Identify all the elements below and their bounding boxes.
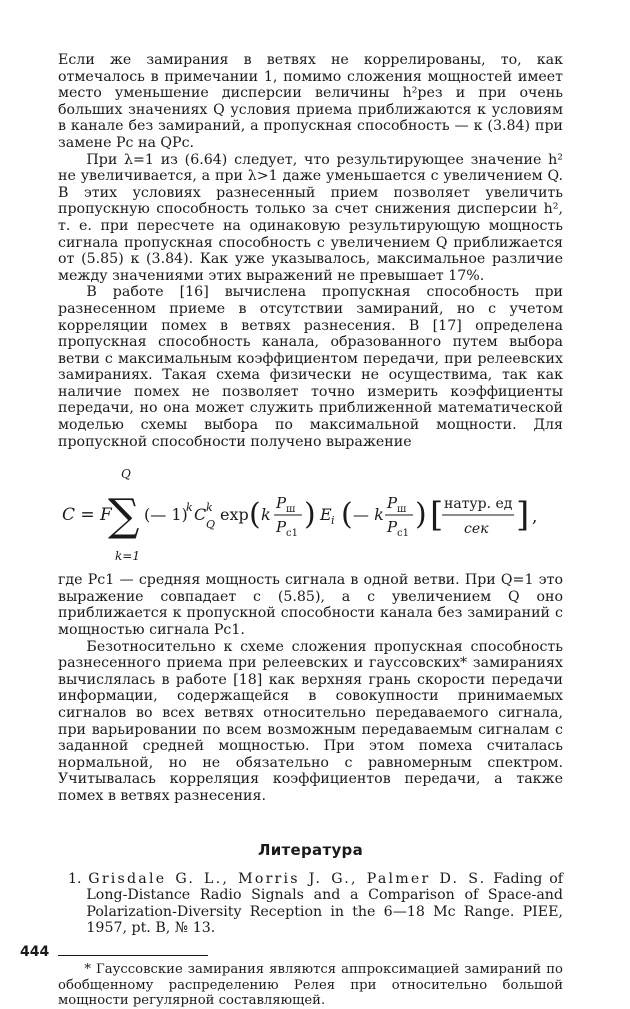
formula-neg-k: — k bbox=[353, 505, 384, 525]
formula-trailing-comma: , bbox=[532, 507, 538, 528]
formula-frac2-num-sub: ш bbox=[397, 504, 407, 516]
capacity-formula bbox=[58, 456, 563, 568]
formula-frac1-num: P bbox=[276, 494, 287, 513]
formula-frac2-den: P bbox=[387, 518, 398, 537]
formula-lhs: C = F bbox=[62, 505, 112, 526]
formula-frac1-den: P bbox=[276, 518, 287, 537]
formula-binom: C bbox=[194, 505, 207, 525]
formula-sign: (— 1) bbox=[144, 505, 188, 525]
formula-frac1-num-sub: ш bbox=[286, 504, 296, 516]
formula-frac2-num: P bbox=[387, 494, 398, 513]
paragraph-3: В работе [16] вычислена пропускная способность при разнесенном приеме в отсутствии замираний, но с учетом корреляции помех в ветвях разнесения. В [17] определена пропускная способность канала, образованного путем выбора ветви с максимальным коэффициентом передачи, при релеевских замираниях. Такая схема физически не осуществима, так как наличие помех не позволяет точно измерить коэффициенты передачи, но она может служить приближенной математической моделью схемы выбора по максимальной мощности. Для пропускной способности получено выражение bbox=[58, 284, 563, 450]
paragraph-5: Безотносительно к схеме сложения пропускная способность разнесенного приема при релеевских и гауссовских* замираниях вычислялась в работе [18] как верхняя грань скорости передачи информации, содержащейся в совокупности принимаемых сигналов во всех ветвях относительно передаваемого сигнала, при варьировании по всем возможным передаваемым сигналам с заданной средней мощностью. При этом помеха считалась нормальной, но не обязательно с равномерным спектром. Учитывалась корреляция коэффициентов передачи, а также помех в ветвях разнесения. bbox=[58, 638, 563, 804]
paragraph-4: где Pc1 — средняя мощность сигнала в одной ветви. При Q=1 это выражение совпадает с (5.85), а с увеличением Q оно приближается к пропускной способности канала без замираний с мощностью сигнала Pc1. bbox=[58, 572, 563, 639]
formula-sign-exp: k bbox=[186, 501, 193, 515]
formula-binom-sup: k bbox=[206, 501, 213, 515]
paragraph-1: Если же замирания в ветвях не коррелированы, то, как отмечалось в примечании 1, помимо сложения мощностей имеет место уменьшение дисперсии величины h²рез и при очень больших значениях Q условия приема приближаются к условиям в канале без замираний, а пропускная способность — к (3.84) при замене Pc на QPc. bbox=[58, 52, 563, 151]
formula-k: k bbox=[261, 505, 271, 525]
formula-ei-sub: i bbox=[331, 514, 335, 528]
page-content bbox=[58, 52, 563, 1009]
reference-number: 1. bbox=[67, 870, 82, 887]
formula-sum-symbol: ∑ bbox=[108, 490, 140, 542]
formula-sum-top: Q bbox=[121, 467, 131, 482]
formula-ei: E bbox=[320, 505, 332, 525]
formula-binom-sub: Q bbox=[206, 518, 216, 532]
formula-bracket-left: [ bbox=[430, 495, 444, 536]
formula-paren-right-2: ) bbox=[415, 497, 427, 533]
reference-text: Fading of Long-Distance Radio Signals and a Comparison of Space-and Polarization-Diversity Reception in the 6—18 Mc Range. PIEE, 1957, pt. B, № 13. bbox=[86, 870, 563, 937]
formula-paren-left-1: ( bbox=[249, 497, 261, 533]
references-heading: Литература bbox=[257, 840, 364, 859]
footnote-divider bbox=[58, 955, 208, 956]
formula-frac1-den-sub: c1 bbox=[286, 528, 298, 540]
reference-authors: Grisdale G. L., Morris J. G., Palmer D. S. bbox=[88, 870, 487, 887]
formula-units-den: сек bbox=[464, 521, 489, 538]
formula-frac2-den-sub: c1 bbox=[397, 528, 409, 540]
formula-sum-bottom: k=1 bbox=[115, 549, 140, 564]
reference-item bbox=[58, 871, 563, 937]
footnote: * Гауссовские замирания являются аппроксимацией замираний по обобщенному распределению Релея при относительно большой мощности регулярной составляющей. bbox=[58, 961, 563, 1009]
formula-paren-left-2: ( bbox=[341, 497, 353, 533]
formula-paren-right-1: ) bbox=[304, 497, 316, 533]
formula-exp: exp bbox=[220, 505, 249, 525]
page-number: 444 bbox=[20, 944, 50, 960]
paragraph-2: При λ=1 из (6.64) следует, что результирующее значение h² не увеличивается, а при λ>1 даже уменьшается с увеличением Q. В этих условиях разнесенный прием позволяет увеличить пропускную способность только за счет снижения дисперсии h², т. е. при пересчете на одинаковую результирующую мощность сигнала пропускная способность с увеличением Q приближается от (5.85) к (3.84). Как уже указывалось, максимальное различие между значениями этих выражений не превышает 17%. bbox=[58, 151, 563, 284]
formula-units-num: натур. ед bbox=[444, 496, 513, 513]
formula-bracket-right: ] bbox=[516, 495, 530, 536]
